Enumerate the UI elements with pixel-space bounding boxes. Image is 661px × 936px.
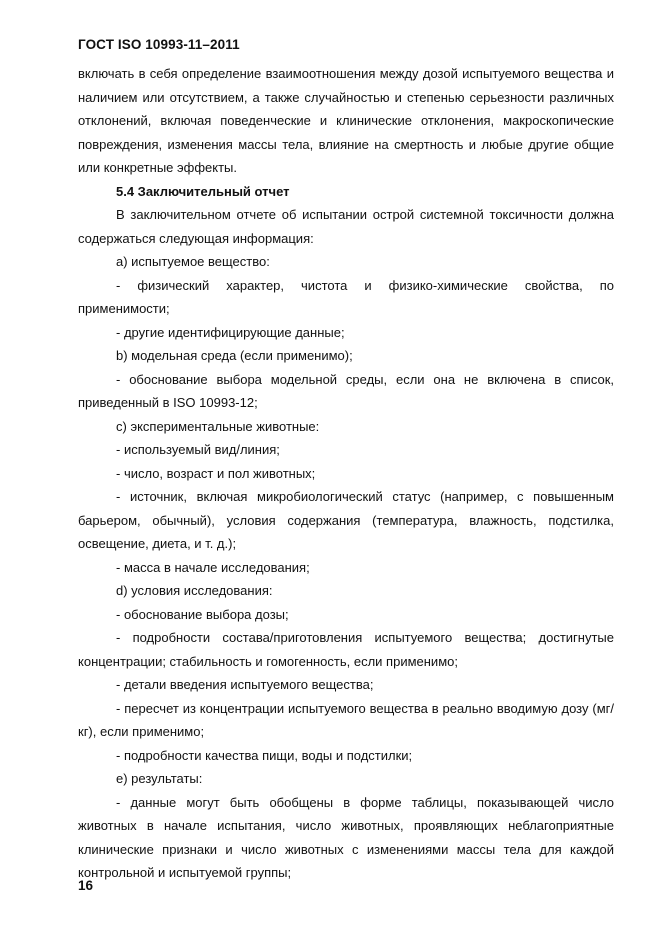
list-item: - другие идентифицирующие данные; <box>116 324 345 340</box>
list-item: - масса в начале исследования; <box>116 559 310 575</box>
list-item: - источник, включая микробиологический статус (например, с повышенным барьером, обычный), условия содержания (температура, влажность, подстилка, освещение, диета, и т. д.); <box>78 489 614 551</box>
list-item: - данные могут быть обобщены в форме таблицы, показывающей число животных в начале испытания, число животных, проявляющих неблагоприятные клинические признаки и число животных с изменениями массы тела для каждой контрольной и испытуемой группы; <box>78 794 614 880</box>
list-item: - используемый вид/линия; <box>116 442 280 457</box>
list-item: - подробности состава/приготовления испытуемого вещества; достигнутые концентрации; стабильность и гомогенность, если применимо; <box>78 630 614 669</box>
paragraph-continuation: включать в себя определение взаимоотношения между дозой испытуемого вещества и наличием или отсутствием, а также случайностью и степенью серьезности различных отклонений, включая поведенческие и клинические отклонения, макроскопические повреждения, изменения массы тела, влияние на смертность и любые другие общие или конкретные эффекты. <box>78 66 614 175</box>
list-item: d) условия исследования: <box>116 583 273 598</box>
paragraph-intro: В заключительном отчете об испытании острой системной токсичности должна содержаться следующая информация: <box>78 207 614 246</box>
list-item: а) испытуемое вещество: <box>116 254 270 269</box>
list-item: с) экспериментальные животные: <box>116 418 320 434</box>
document-header: ГОСТ ISO 10993-11–2011 <box>78 37 240 52</box>
list-item: е) результаты: <box>116 771 203 786</box>
list-item: - детали введения испытуемого вещества; <box>116 677 374 692</box>
section-heading: 5.4 Заключительный отчет <box>116 183 290 199</box>
document-body <box>78 62 614 885</box>
list-item: b) модельная среда (если применимо); <box>116 348 353 363</box>
list-item: - подробности качества пищи, воды и подстилки; <box>116 747 413 763</box>
page-number: 16 <box>78 878 94 893</box>
list-item: - обоснование выбора модельной среды, если она не включена в список, приведенный в ISO 10993-12; <box>78 371 614 410</box>
list-item: - обоснование выбора дозы; <box>116 606 289 622</box>
list-item: - число, возраст и пол животных; <box>116 465 316 481</box>
list-item: - пересчет из концентрации испытуемого вещества в реально вводимую дозу (мг/кг), если применимо; <box>78 700 614 739</box>
list-item: - физический характер, чистота и физико-химические свойства, по применимости; <box>78 277 614 316</box>
